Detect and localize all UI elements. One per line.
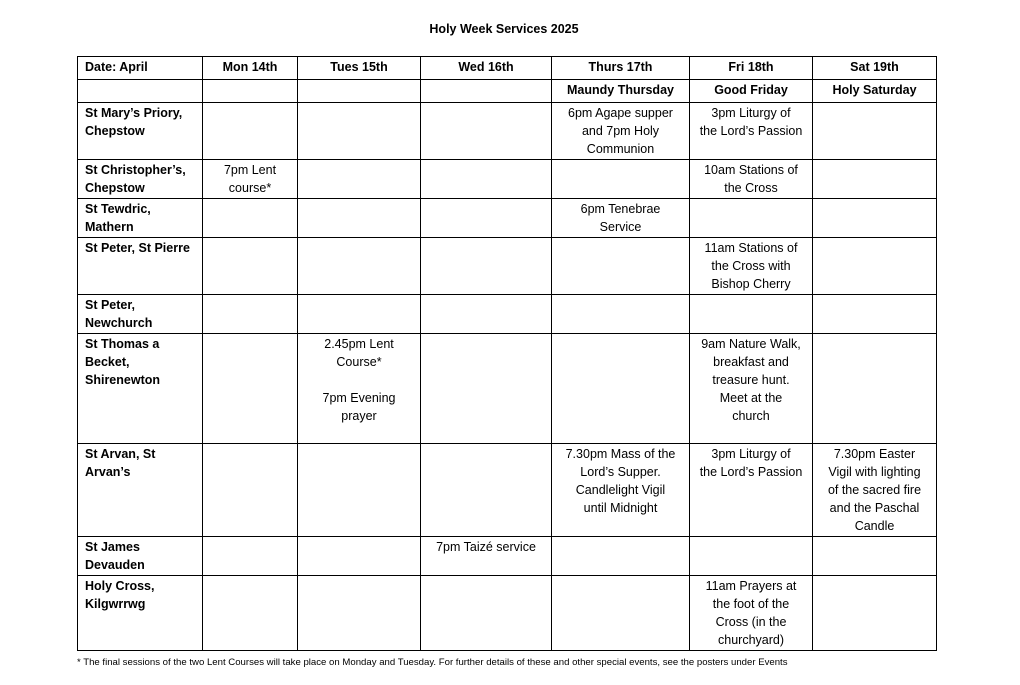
service-cell <box>813 103 937 160</box>
table-row <box>78 444 937 537</box>
service-cell <box>813 576 937 651</box>
service-cell <box>552 576 690 651</box>
page-title: Holy Week Services 2025 <box>429 22 579 36</box>
service-cell <box>203 576 298 651</box>
subheader-cell <box>203 80 298 103</box>
service-cell <box>552 160 690 199</box>
service-cell: 7.30pm Easter Vigil with lighting of the sacred fire and the Paschal Candle <box>813 444 937 537</box>
service-cell <box>298 238 421 295</box>
table-row <box>78 537 937 576</box>
service-cell: 9am Nature Walk, breakfast and treasure hunt. Meet at the church <box>690 334 813 444</box>
service-cell <box>298 576 421 651</box>
service-cell <box>298 295 421 334</box>
service-cell: 2.45pm Lent Course* 7pm Evening prayer <box>298 334 421 444</box>
date-label: Date: April <box>78 57 203 80</box>
service-cell <box>421 576 552 651</box>
service-cell <box>203 334 298 444</box>
service-cell <box>298 160 421 199</box>
footnote: * The final sessions of the two Lent Courses will take place on Monday and Tuesday. For further details of these and other special events, see the posters under Events <box>77 657 788 668</box>
service-cell <box>813 199 937 238</box>
service-cell <box>421 334 552 444</box>
service-cell <box>690 295 813 334</box>
header-row <box>78 57 937 80</box>
service-cell <box>203 537 298 576</box>
church-name: St Christopher’s, Chepstow <box>78 160 203 199</box>
service-cell <box>421 295 552 334</box>
service-cell <box>203 444 298 537</box>
church-name: Holy Cross, Kilgwrrwg <box>78 576 203 651</box>
service-cell <box>552 295 690 334</box>
service-cell <box>813 295 937 334</box>
service-cell: 11am Stations of the Cross with Bishop Cherry <box>690 238 813 295</box>
day-header: Mon 14th <box>203 57 298 80</box>
table-row <box>78 238 937 295</box>
service-cell <box>552 537 690 576</box>
subheader-row <box>78 80 937 103</box>
service-cell: 3pm Liturgy of the Lord’s Passion <box>690 444 813 537</box>
service-cell: 6pm Agape supper and 7pm Holy Communion <box>552 103 690 160</box>
service-cell <box>813 160 937 199</box>
service-cell: 7.30pm Mass of the Lord’s Supper. Candlelight Vigil until Midnight <box>552 444 690 537</box>
table-row <box>78 199 937 238</box>
subheader-cell: Maundy Thursday <box>552 80 690 103</box>
table-row <box>78 334 937 444</box>
service-cell <box>421 238 552 295</box>
service-cell: 10am Stations of the Cross <box>690 160 813 199</box>
church-name: St Peter, St Pierre <box>78 238 203 295</box>
service-cell <box>298 537 421 576</box>
service-cell: 3pm Liturgy of the Lord’s Passion <box>690 103 813 160</box>
church-name: St Thomas a Becket, Shirenewton <box>78 334 203 444</box>
church-name: St Tewdric, Mathern <box>78 199 203 238</box>
service-cell <box>813 537 937 576</box>
table-row <box>78 160 937 199</box>
service-cell <box>690 199 813 238</box>
service-cell <box>203 103 298 160</box>
service-cell <box>421 103 552 160</box>
service-cell <box>203 295 298 334</box>
table-row <box>78 295 937 334</box>
service-cell: 6pm Tenebrae Service <box>552 199 690 238</box>
church-name: St Mary’s Priory, Chepstow <box>78 103 203 160</box>
subheader-cell <box>298 80 421 103</box>
service-cell <box>298 444 421 537</box>
subheader-cell <box>421 80 552 103</box>
day-header: Sat 19th <box>813 57 937 80</box>
service-cell <box>552 238 690 295</box>
day-header: Thurs 17th <box>552 57 690 80</box>
day-header: Tues 15th <box>298 57 421 80</box>
service-cell <box>421 160 552 199</box>
church-name: St James Devauden <box>78 537 203 576</box>
service-cell <box>813 334 937 444</box>
service-cell <box>298 199 421 238</box>
day-header: Wed 16th <box>421 57 552 80</box>
table-row <box>78 576 937 651</box>
service-cell: 7pm Lent course* <box>203 160 298 199</box>
service-cell <box>690 537 813 576</box>
service-cell: 11am Prayers at the foot of the Cross (in the churchyard) <box>690 576 813 651</box>
service-cell <box>203 199 298 238</box>
subheader-cell <box>78 80 203 103</box>
church-name: St Arvan, St Arvan’s <box>78 444 203 537</box>
subheader-cell: Good Friday <box>690 80 813 103</box>
services-table <box>77 56 937 651</box>
day-header: Fri 18th <box>690 57 813 80</box>
service-cell <box>421 444 552 537</box>
service-cell: 7pm Taizé service <box>421 537 552 576</box>
service-cell <box>813 238 937 295</box>
service-cell <box>552 334 690 444</box>
church-name: St Peter, Newchurch <box>78 295 203 334</box>
table-row <box>78 103 937 160</box>
service-cell <box>203 238 298 295</box>
service-cell <box>298 103 421 160</box>
subheader-cell: Holy Saturday <box>813 80 937 103</box>
service-cell <box>421 199 552 238</box>
